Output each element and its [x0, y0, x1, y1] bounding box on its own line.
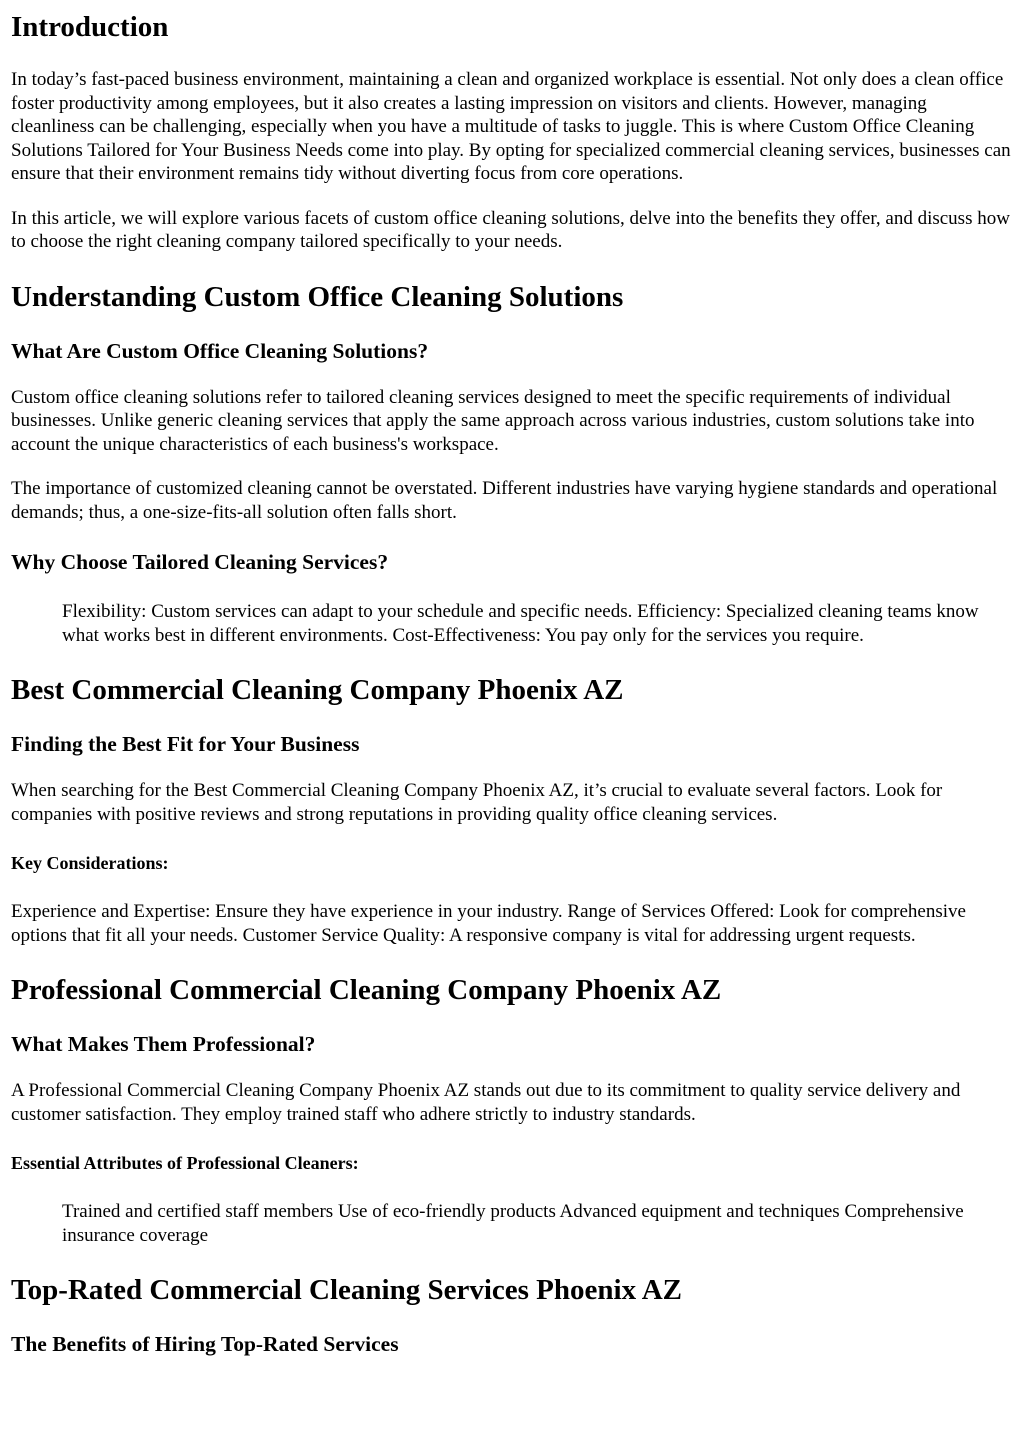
essential-attributes-heading: Essential Attributes of Professional Cleaners: — [11, 1153, 359, 1173]
understanding-paragraph-2: The importance of customized cleaning cannot be overstated. Different industries have varying hygiene standards and operational demands; thus, a one-size-fits-all solution often falls short. — [11, 478, 998, 523]
best-fit-subheading: Finding the Best Fit for Your Business — [11, 732, 360, 756]
essential-attributes-list: Trained and certified staff members Use of eco-friendly products Advanced equipment and techniques Comprehensive insurance coverage — [62, 1201, 964, 1246]
best-company-heading: Best Commercial Cleaning Company Phoenix AZ — [11, 674, 624, 706]
what-are-subheading: What Are Custom Office Cleaning Solutions? — [11, 338, 429, 363]
article — [0, 10, 1024, 1357]
what-makes-professional-subheading: What Makes Them Professional? — [11, 1032, 316, 1056]
top-rated-heading: Top-Rated Commercial Cleaning Services Phoenix AZ — [11, 1274, 683, 1306]
intro-paragraph-2: In this article, we will explore various facets of custom office cleaning solutions, delve into the benefits they offer, and discuss how to choose the right cleaning company tailored specifically to your needs. — [11, 207, 1010, 252]
key-considerations-heading: Key Considerations: — [11, 853, 169, 873]
best-paragraph-1: When searching for the Best Commercial Cleaning Company Phoenix AZ, it’s crucial to evaluate several factors. Look for companies with positive reviews and strong reputations in providing quality office cleaning services. — [11, 780, 943, 825]
understanding-heading: Understanding Custom Office Cleaning Solutions — [11, 280, 624, 313]
tailored-benefits-list: Flexibility: Custom services can adapt to your schedule and specific needs. Efficiency: Specialized cleaning teams know what works best in different environments. Cost-Effectiveness: You pay only for the services you require. — [62, 601, 979, 646]
professional-paragraph-1: A Professional Commercial Cleaning Company Phoenix AZ stands out due to its commitment to quality service delivery and customer satisfaction. They employ trained staff who adhere strictly to industry standards. — [11, 1080, 961, 1125]
intro-heading: Introduction — [11, 11, 169, 43]
understanding-paragraph-1: Custom office cleaning solutions refer to tailored cleaning services designed to meet the specific requirements of individual businesses. Unlike generic cleaning services that apply the same approach across various industries, custom solutions take into account the unique characteristics of each business's workspace. — [11, 386, 975, 455]
key-considerations-text: Experience and Expertise: Ensure they have experience in your industry. Range of Services Offered: Look for comprehensive options that fit all your needs. Customer Service Quality: A responsive company is vital for addressing urgent requests. — [11, 901, 966, 946]
benefits-subheading: The Benefits of Hiring Top-Rated Services — [11, 1332, 399, 1356]
why-choose-subheading: Why Choose Tailored Cleaning Services? — [11, 550, 389, 574]
professional-heading: Professional Commercial Cleaning Company Phoenix AZ — [11, 974, 722, 1006]
intro-paragraph-1: In today’s fast-paced business environment, maintaining a clean and organized workplace is essential. Not only does a clean office foster productivity among employees, but it also creates a lasting impression on visitors and clients. However, managing cleanliness can be challenging, especially when you have a multitude of tasks to juggle. This is where Custom Office Cleaning Solutions Tailored for Your Business Needs come into play. By opting for specialized commercial cleaning services, businesses can ensure that their environment remains tidy without diverting focus from core operations. — [11, 69, 1011, 184]
